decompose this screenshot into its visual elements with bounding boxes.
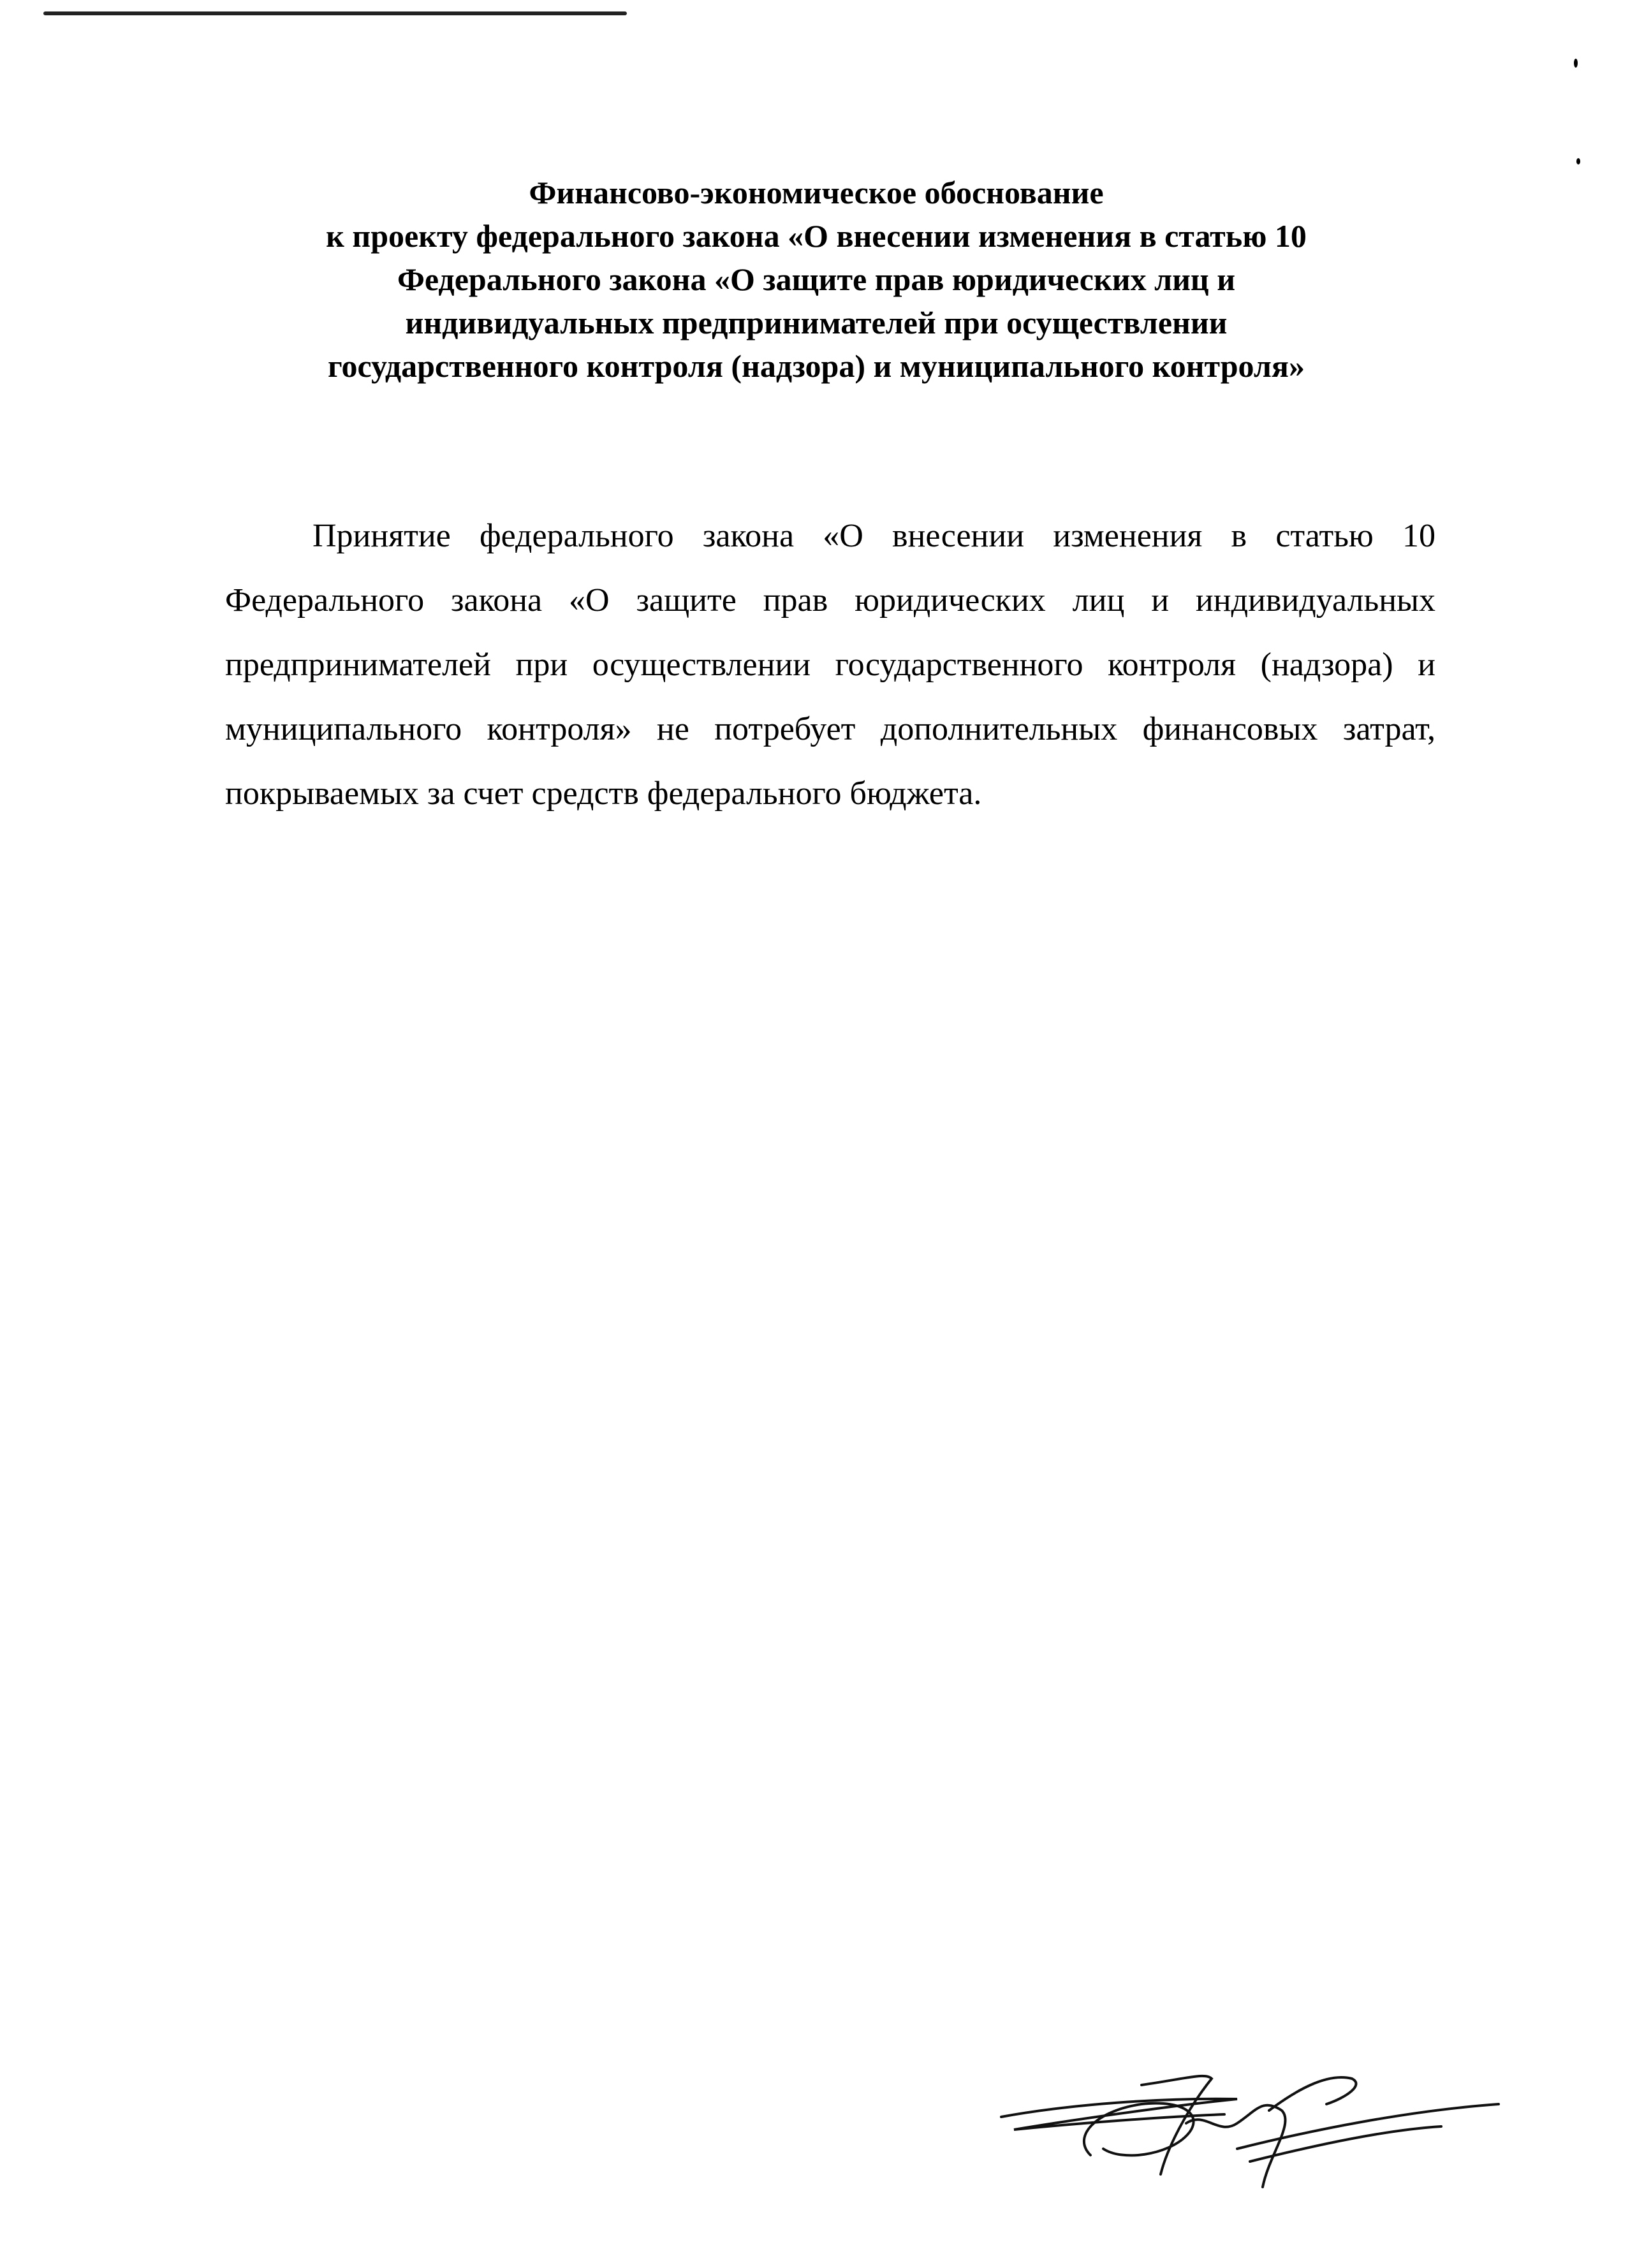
scan-edge-line — [43, 11, 627, 15]
title-line: к проекту федерального закона «О внесении изменения в статью 10 — [326, 218, 1307, 254]
scan-speck — [1574, 59, 1578, 68]
title-line: государственного контроля (надзора) и муниципального контроля» — [328, 348, 1305, 384]
document-title — [210, 171, 1422, 388]
scan-speck — [1576, 158, 1580, 165]
document-body — [225, 504, 1435, 826]
title-line: индивидуальных предпринимателей при осуществлении — [405, 305, 1228, 340]
title-line: Финансово-экономическое обоснование — [529, 175, 1104, 210]
body-paragraph: Принятие федерального закона «О внесении изменения в статью 10 Федерального закона «О защите прав юридических лиц и индивидуальных предпринимателей при осуществлении государственного контроля (надзора) и муниципального контроля» не потребует дополнительных финансовых затрат, покрываемых за счет средств федерального бюджета. — [225, 518, 1435, 812]
title-line: Федерального закона «О защите прав юридических лиц и — [397, 261, 1236, 297]
signature — [995, 2059, 1505, 2206]
